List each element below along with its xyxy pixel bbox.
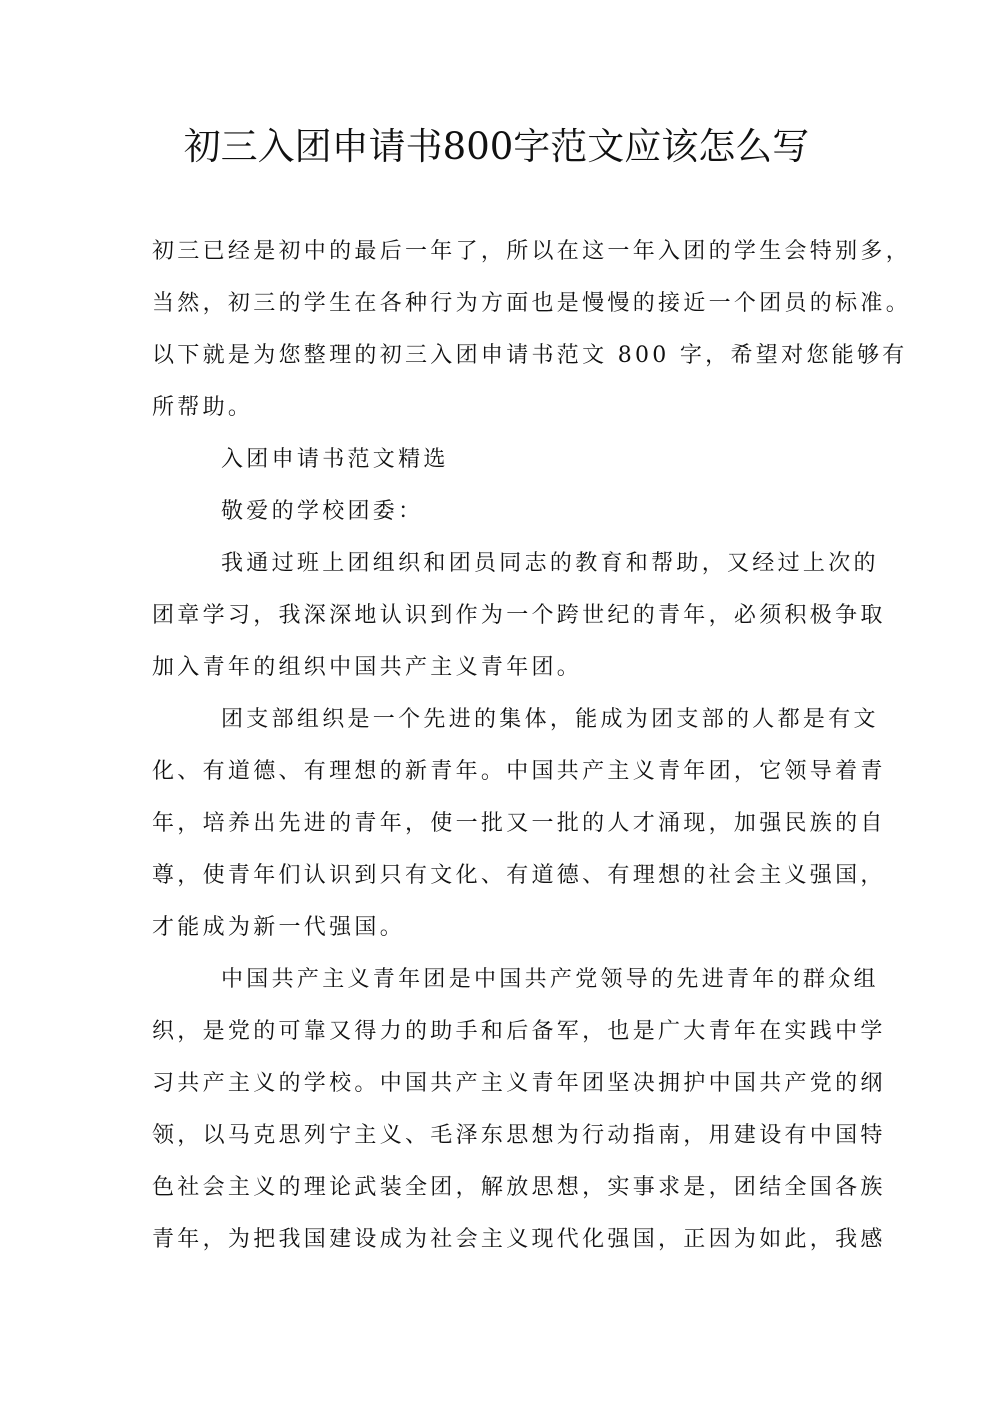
paragraph-1-line-3: 加入青年的组织中国共产主义青年团。: [152, 655, 583, 680]
salutation: 敬爱的学校团委：: [221, 499, 424, 524]
document-body: [152, 226, 912, 1266]
paragraph-3-line-6: 青年，为把我国建设成为社会主义现代化强国，正因为如此，我感: [152, 1227, 886, 1252]
intro-line-4: 所帮助。: [152, 395, 254, 420]
intro-line-1: 初三已经是初中的最后一年了，所以在这一年入团的学生会特别多，: [152, 239, 912, 264]
section-heading: 入团申请书范文精选: [221, 447, 449, 472]
paragraph-2-line-2: 化、有道德、有理想的新青年。中国共产主义青年团，它领导着青: [152, 759, 886, 784]
paragraph-1-line-2: 团章学习，我深深地认识到作为一个跨世纪的青年，必须积极争取: [152, 603, 886, 628]
paragraph-3-line-3: 习共产主义的学校。中国共产主义青年团坚决拥护中国共产党的纲: [152, 1071, 886, 1096]
paragraph-2-line-1: 团支部组织是一个先进的集体，能成为团支部的人都是有文: [221, 707, 879, 732]
paragraph-2-line-4: 尊，使青年们认识到只有文化、有道德、有理想的社会主义强国，: [152, 863, 886, 888]
paragraph-2-line-5: 才能成为新一代强国。: [152, 915, 406, 940]
paragraph-2-line-3: 年，培养出先进的青年，使一批又一批的人才涌现，加强民族的自: [152, 811, 886, 836]
paragraph-3-line-4: 领，以马克思列宁主义、毛泽东思想为行动指南，用建设有中国特: [152, 1123, 886, 1148]
intro-line-2: 当然，初三的学生在各种行为方面也是慢慢的接近一个团员的标准。: [152, 291, 912, 316]
paragraph-3-line-1: 中国共产主义青年团是中国共产党领导的先进青年的群众组: [221, 967, 879, 992]
paragraph-3-line-2: 织，是党的可靠又得力的助手和后备军，也是广大青年在实践中学: [152, 1019, 886, 1044]
paragraph-3-line-5: 色社会主义的理论武装全团，解放思想，实事求是，团结全国各族: [152, 1175, 886, 1200]
intro-line-3: 以下就是为您整理的初三入团申请书范文 800 字，希望对您能够有: [152, 343, 908, 368]
document-title: 初三入团申请书800字范文应该怎么写: [183, 125, 810, 168]
paragraph-1-line-1: 我通过班上团组织和团员同志的教育和帮助，又经过上次的: [221, 551, 879, 576]
